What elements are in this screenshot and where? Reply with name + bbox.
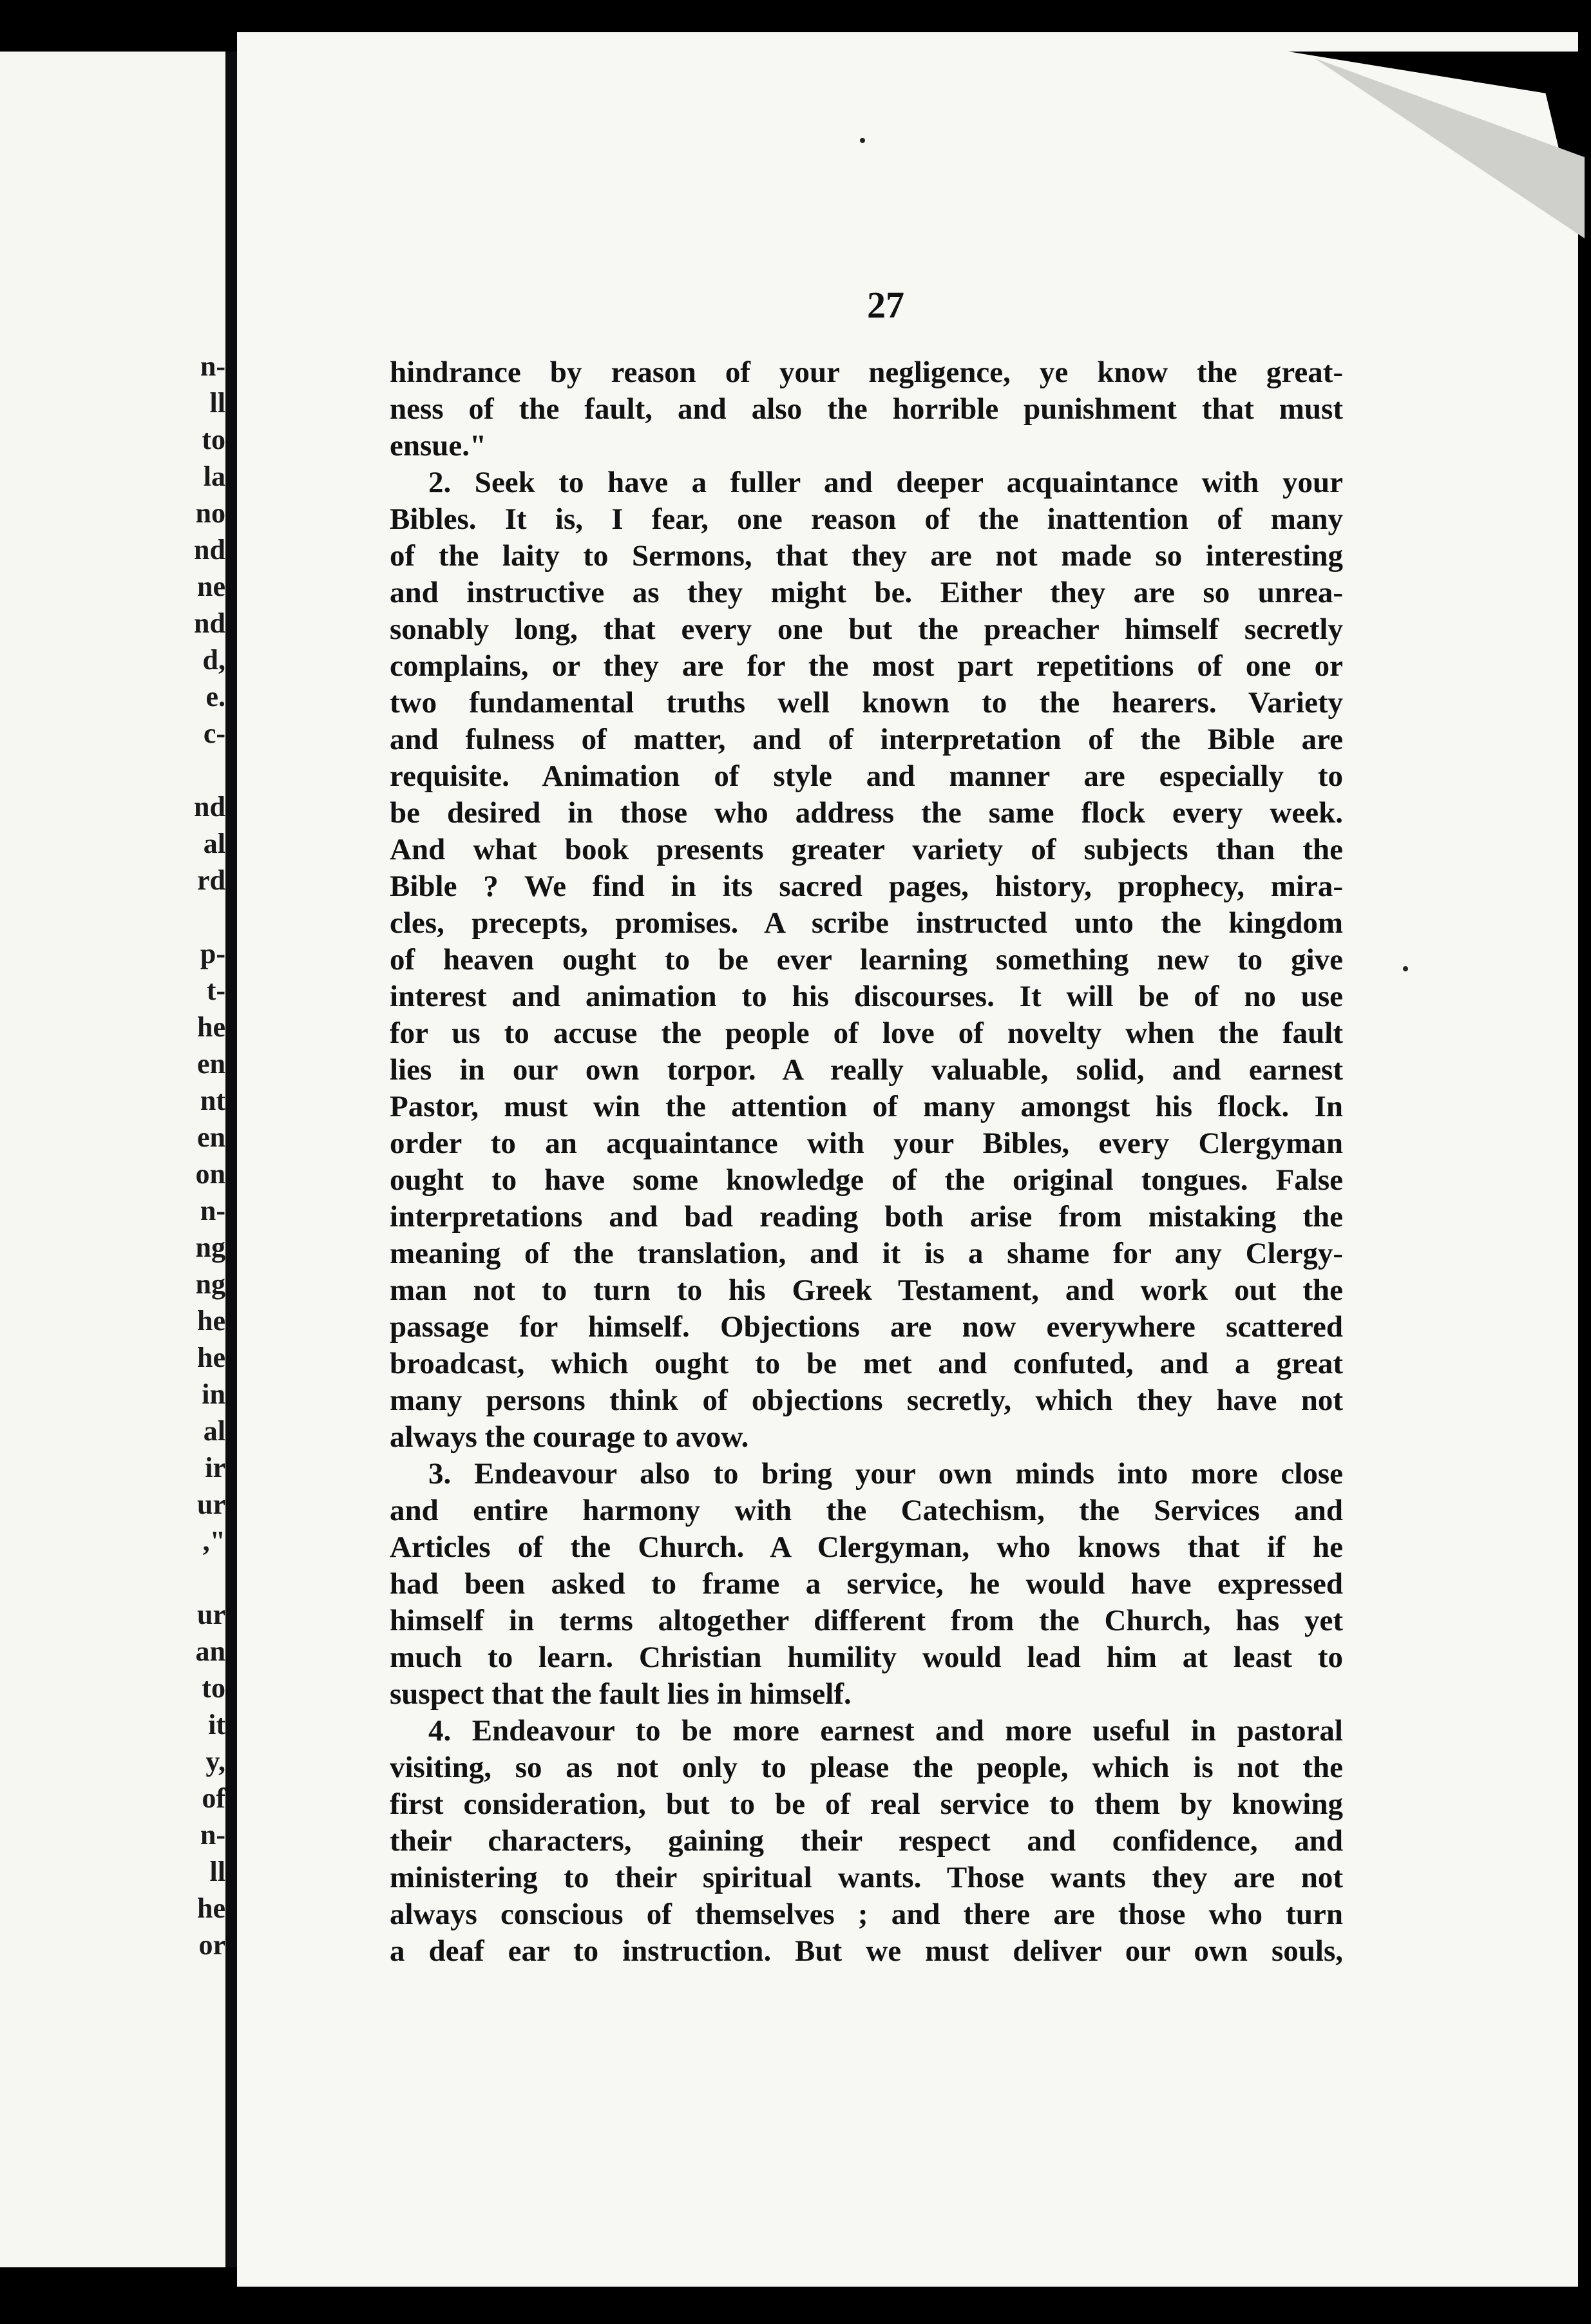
left-fragment [13,1559,225,1596]
page-number: 27 [867,284,904,326]
text-line: broadcast, which ought to be met and confuted, and a great [390,1347,1343,1380]
text-line: passage for himself. Objections are now everywhere scattered [390,1310,1343,1344]
text-line: for us to accuse the people of love of novelty when the fault [390,1016,1343,1050]
text-line: a deaf ear to instruction. But we must deliver our own souls, [390,1934,1343,1968]
left-fragment [13,752,225,788]
left-fragment: of [202,1782,225,1814]
text-line: be desired in those who address the same flock every week. [390,796,1343,830]
text-line: And what book presents greater variety of subjects than the [390,833,1343,866]
text-line: always the courage to avow. [390,1420,749,1454]
left-fragment: al [203,1415,225,1447]
left-fragment: e. [205,681,225,712]
left-fragment: al [203,828,225,859]
left-fragment: nd [194,534,225,566]
left-fragment: ur [197,1489,225,1520]
text-line: man not to turn to his Greek Testament, and work out the [390,1273,1343,1307]
left-fragment: y, [205,1746,225,1777]
text-line: first consideration, but to be of real service to them by knowing [390,1787,1343,1821]
left-fragment: ng [195,1232,225,1263]
text-line: ness of the fault, and also the horrible punishment that must [390,392,1343,426]
text-line: sonably long, that every one but the preacher himself secretly [390,613,1343,646]
left-fragment: an [195,1635,225,1667]
left-fragment: in [202,1378,225,1410]
text-line: order to an acquaintance with your Bibles, every Clergyman [390,1127,1343,1160]
text-line: suspect that the fault lies in himself. [390,1677,852,1711]
left-fragment: en [197,1048,225,1080]
left-fragment: n- [200,1819,225,1851]
left-fragment: c- [203,718,225,749]
text-line: himself in terms altogether different from the Church, has yet [390,1604,1343,1637]
text-line: Bibles. It is, I fear, one reason of the inattention of many [390,502,1343,536]
text-line: Pastor, must win the attention of many amongst his flock. In [390,1090,1343,1123]
ink-speck [860,138,865,143]
left-fragment: d, [202,644,225,676]
text-line: cles, precepts, promises. A scribe instructed unto the kingdom [390,906,1343,940]
left-fragment: ne [197,571,225,602]
text-line: always conscious of themselves ; and there are those who turn [390,1898,1343,1931]
text-line: complains, or they are for the most part repetitions of one or [390,649,1343,683]
text-line: ought to have some knowledge of the original tongues. False [390,1163,1343,1197]
text-line: had been asked to frame a service, he would have expressed [390,1567,1343,1601]
left-fragment: it [208,1709,225,1740]
text-line: 2. Seek to have a fuller and deeper acquaintance with your [428,466,1343,499]
text-line: and instructive as they might be. Either they are so unrea- [390,576,1343,609]
left-fragment: t- [206,975,225,1006]
left-fragment: he [197,1892,225,1924]
text-line: requisite. Animation of style and manner are especially to [390,759,1343,793]
left-fragment: rd [197,864,225,896]
text-line: interpretations and bad reading both arise from mistaking the [390,1200,1343,1233]
left-fragment: ng [195,1268,225,1300]
left-fragment: to [202,1672,225,1704]
left-fragment: ll [209,1856,225,1887]
text-line: their characters, gaining their respect and confidence, and [390,1824,1343,1858]
left-fragment: ir [205,1452,225,1483]
ink-speck [1403,966,1408,971]
text-line: 4. Endeavour to be more earnest and more useful in pastoral [428,1714,1343,1748]
book-gutter [225,52,237,2267]
left-fragment: he [197,1305,225,1337]
text-line: and fulness of matter, and of interpretation of the Bible are [390,723,1343,756]
left-page-fragments [13,348,225,1963]
text-line: interest and animation to his discourses. It will be of no use [390,980,1343,1013]
left-fragment: or [198,1929,225,1961]
text-line: ensue." [390,429,487,462]
left-fragment: la [203,461,225,492]
left-fragment: to [202,424,225,455]
left-page-edge [0,52,232,2267]
text-line: and entire harmony with the Catechism, the Services and [390,1494,1343,1527]
text-line: of the laity to Sermons, that they are not made so interesting [390,539,1343,573]
text-line: ministering to their spiritual wants. Those wants they are not [390,1861,1343,1894]
text-line: lies in our own torpor. A really valuable, solid, and earnest [390,1053,1343,1087]
text-line: many persons think of objections secretly, which they have not [390,1384,1343,1417]
left-fragment: he [197,1342,225,1373]
left-fragment: ll [209,387,225,419]
text-line: of heaven ought to be ever learning something new to give [390,943,1343,976]
left-fragment: n- [200,350,225,382]
text-line: meaning of the translation, and it is a shame for any Clergy- [390,1237,1343,1270]
text-line: two fundamental truths well known to the hearers. Variety [390,686,1343,719]
left-fragment: no [195,497,225,529]
left-fragment: ," [202,1525,225,1557]
left-fragment: nd [194,607,225,639]
text-line: visiting, so as not only to please the people, which is not the [390,1751,1343,1784]
left-fragment: he [197,1011,225,1043]
left-fragment: nd [194,791,225,823]
left-fragment: en [197,1121,225,1153]
left-fragment: nt [200,1085,225,1116]
text-line: hindrance by reason of your negligence, ye know the great- [390,356,1343,389]
text-line: Articles of the Church. A Clergyman, who knows that if he [390,1530,1343,1564]
left-fragment [13,899,225,935]
left-fragment: on [195,1158,225,1190]
left-fragment: ur [197,1599,225,1630]
text-line: Bible ? We find in its sacred pages, history, prophecy, mira- [390,870,1343,903]
page-body-text [390,354,1343,1970]
left-fragment: n- [200,1195,225,1226]
text-line: 3. Endeavour also to bring your own minds into more close [428,1457,1343,1491]
text-line: much to learn. Christian humility would lead him at least to [390,1641,1343,1674]
left-fragment: p- [200,938,225,969]
